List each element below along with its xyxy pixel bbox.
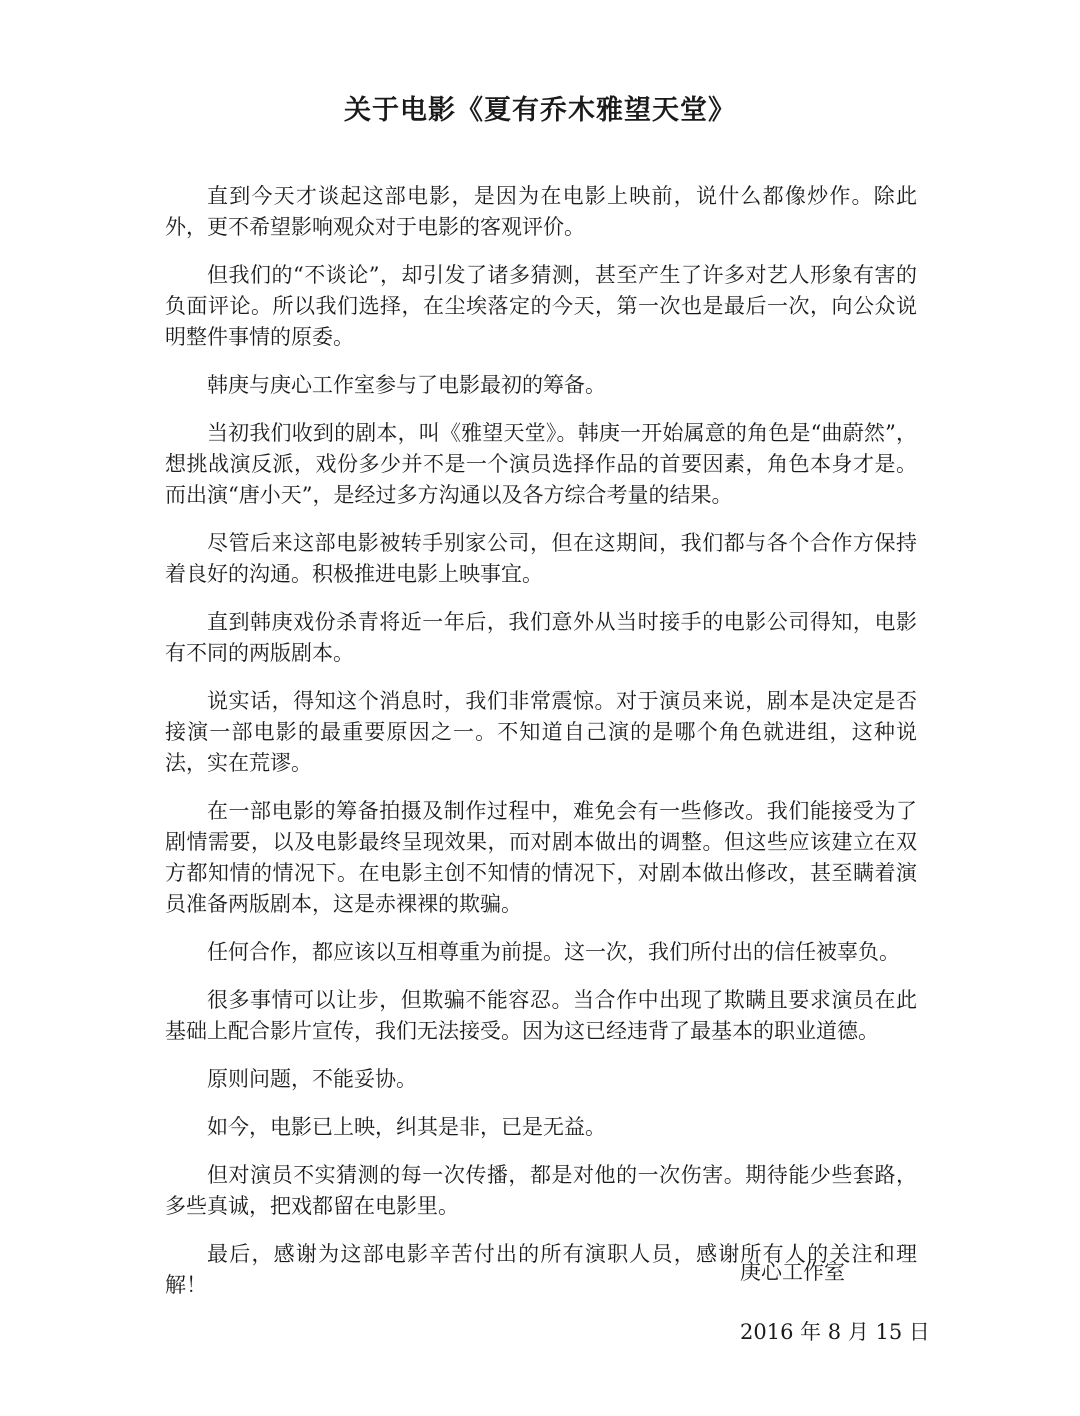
- signature: 庚心工作室: [740, 1260, 845, 1284]
- paragraph: 在一部电影的筹备拍摄及制作过程中，难免会有一些修改。我们能接受为了剧情需要，以及电影最终呈现效果，而对剧本做出的调整。但这些应该建立在双方都知情的情况下。在电影主创不知情的情况下，对剧本做出修改，甚至瞒着演员准备两版剧本，这是赤裸裸的欺骗。: [165, 799, 917, 916]
- paragraph: 说实话，得知这个消息时，我们非常震惊。对于演员来说，剧本是决定是否接演一部电影的最重要原因之一。不知道自己演的是哪个角色就进组，这种说法，实在荒谬。: [165, 689, 917, 775]
- paragraph: 当初我们收到的剧本，叫《雅望天堂》。韩庚一开始属意的角色是“曲蔚然”，想挑战演反派，戏份多少并不是一个演员选择作品的首要因素，角色本身才是。而出演“唐小天”，是经过多方沟通以及各方综合考量的结果。: [165, 421, 917, 507]
- paragraph: 最后，感谢为这部电影辛苦付出的所有演职人员，感谢所有人的关注和理解！: [165, 1242, 917, 1297]
- paragraph: 直到韩庚戏份杀青将近一年后，我们意外从当时接手的电影公司得知，电影有不同的两版剧本。: [165, 610, 917, 665]
- paragraph: 但对演员不实猜测的每一次传播，都是对他的一次伤害。期待能少些套路，多些真诚，把戏都留在电影里。: [165, 1163, 917, 1218]
- paragraph: 韩庚与庚心工作室参与了电影最初的筹备。: [207, 373, 606, 397]
- date: 2016 年 8 月 15 日: [740, 1320, 930, 1344]
- paragraph: 任何合作，都应该以互相尊重为前提。这一次，我们所付出的信任被辜负。: [207, 940, 900, 964]
- paragraph: 直到今天才谈起这部电影，是因为在电影上映前，说什么都像炒作。除此外，更不希望影响观众对于电影的客观评价。: [165, 184, 917, 239]
- document-title: 关于电影《夏有乔木雅望天堂》: [344, 95, 736, 126]
- paragraph: 很多事情可以让步，但欺骗不能容忍。当合作中出现了欺瞒且要求演员在此基础上配合影片宣传，我们无法接受。因为这已经违背了最基本的职业道德。: [165, 988, 917, 1043]
- paragraph: 原则问题，不能妥协。: [207, 1067, 417, 1091]
- paragraph: 尽管后来这部电影被转手别家公司，但在这期间，我们都与各个合作方保持着良好的沟通。积极推进电影上映事宜。: [165, 531, 917, 586]
- paragraph: 但我们的“不谈论”，却引发了诸多猜测，甚至产生了许多对艺人形象有害的负面评论。所以我们选择，在尘埃落定的今天，第一次也是最后一次，向公众说明整件事情的原委。: [165, 263, 917, 349]
- document-body: [165, 164, 917, 1301]
- paragraph: 如今，电影已上映，纠其是非，已是无益。: [207, 1115, 606, 1139]
